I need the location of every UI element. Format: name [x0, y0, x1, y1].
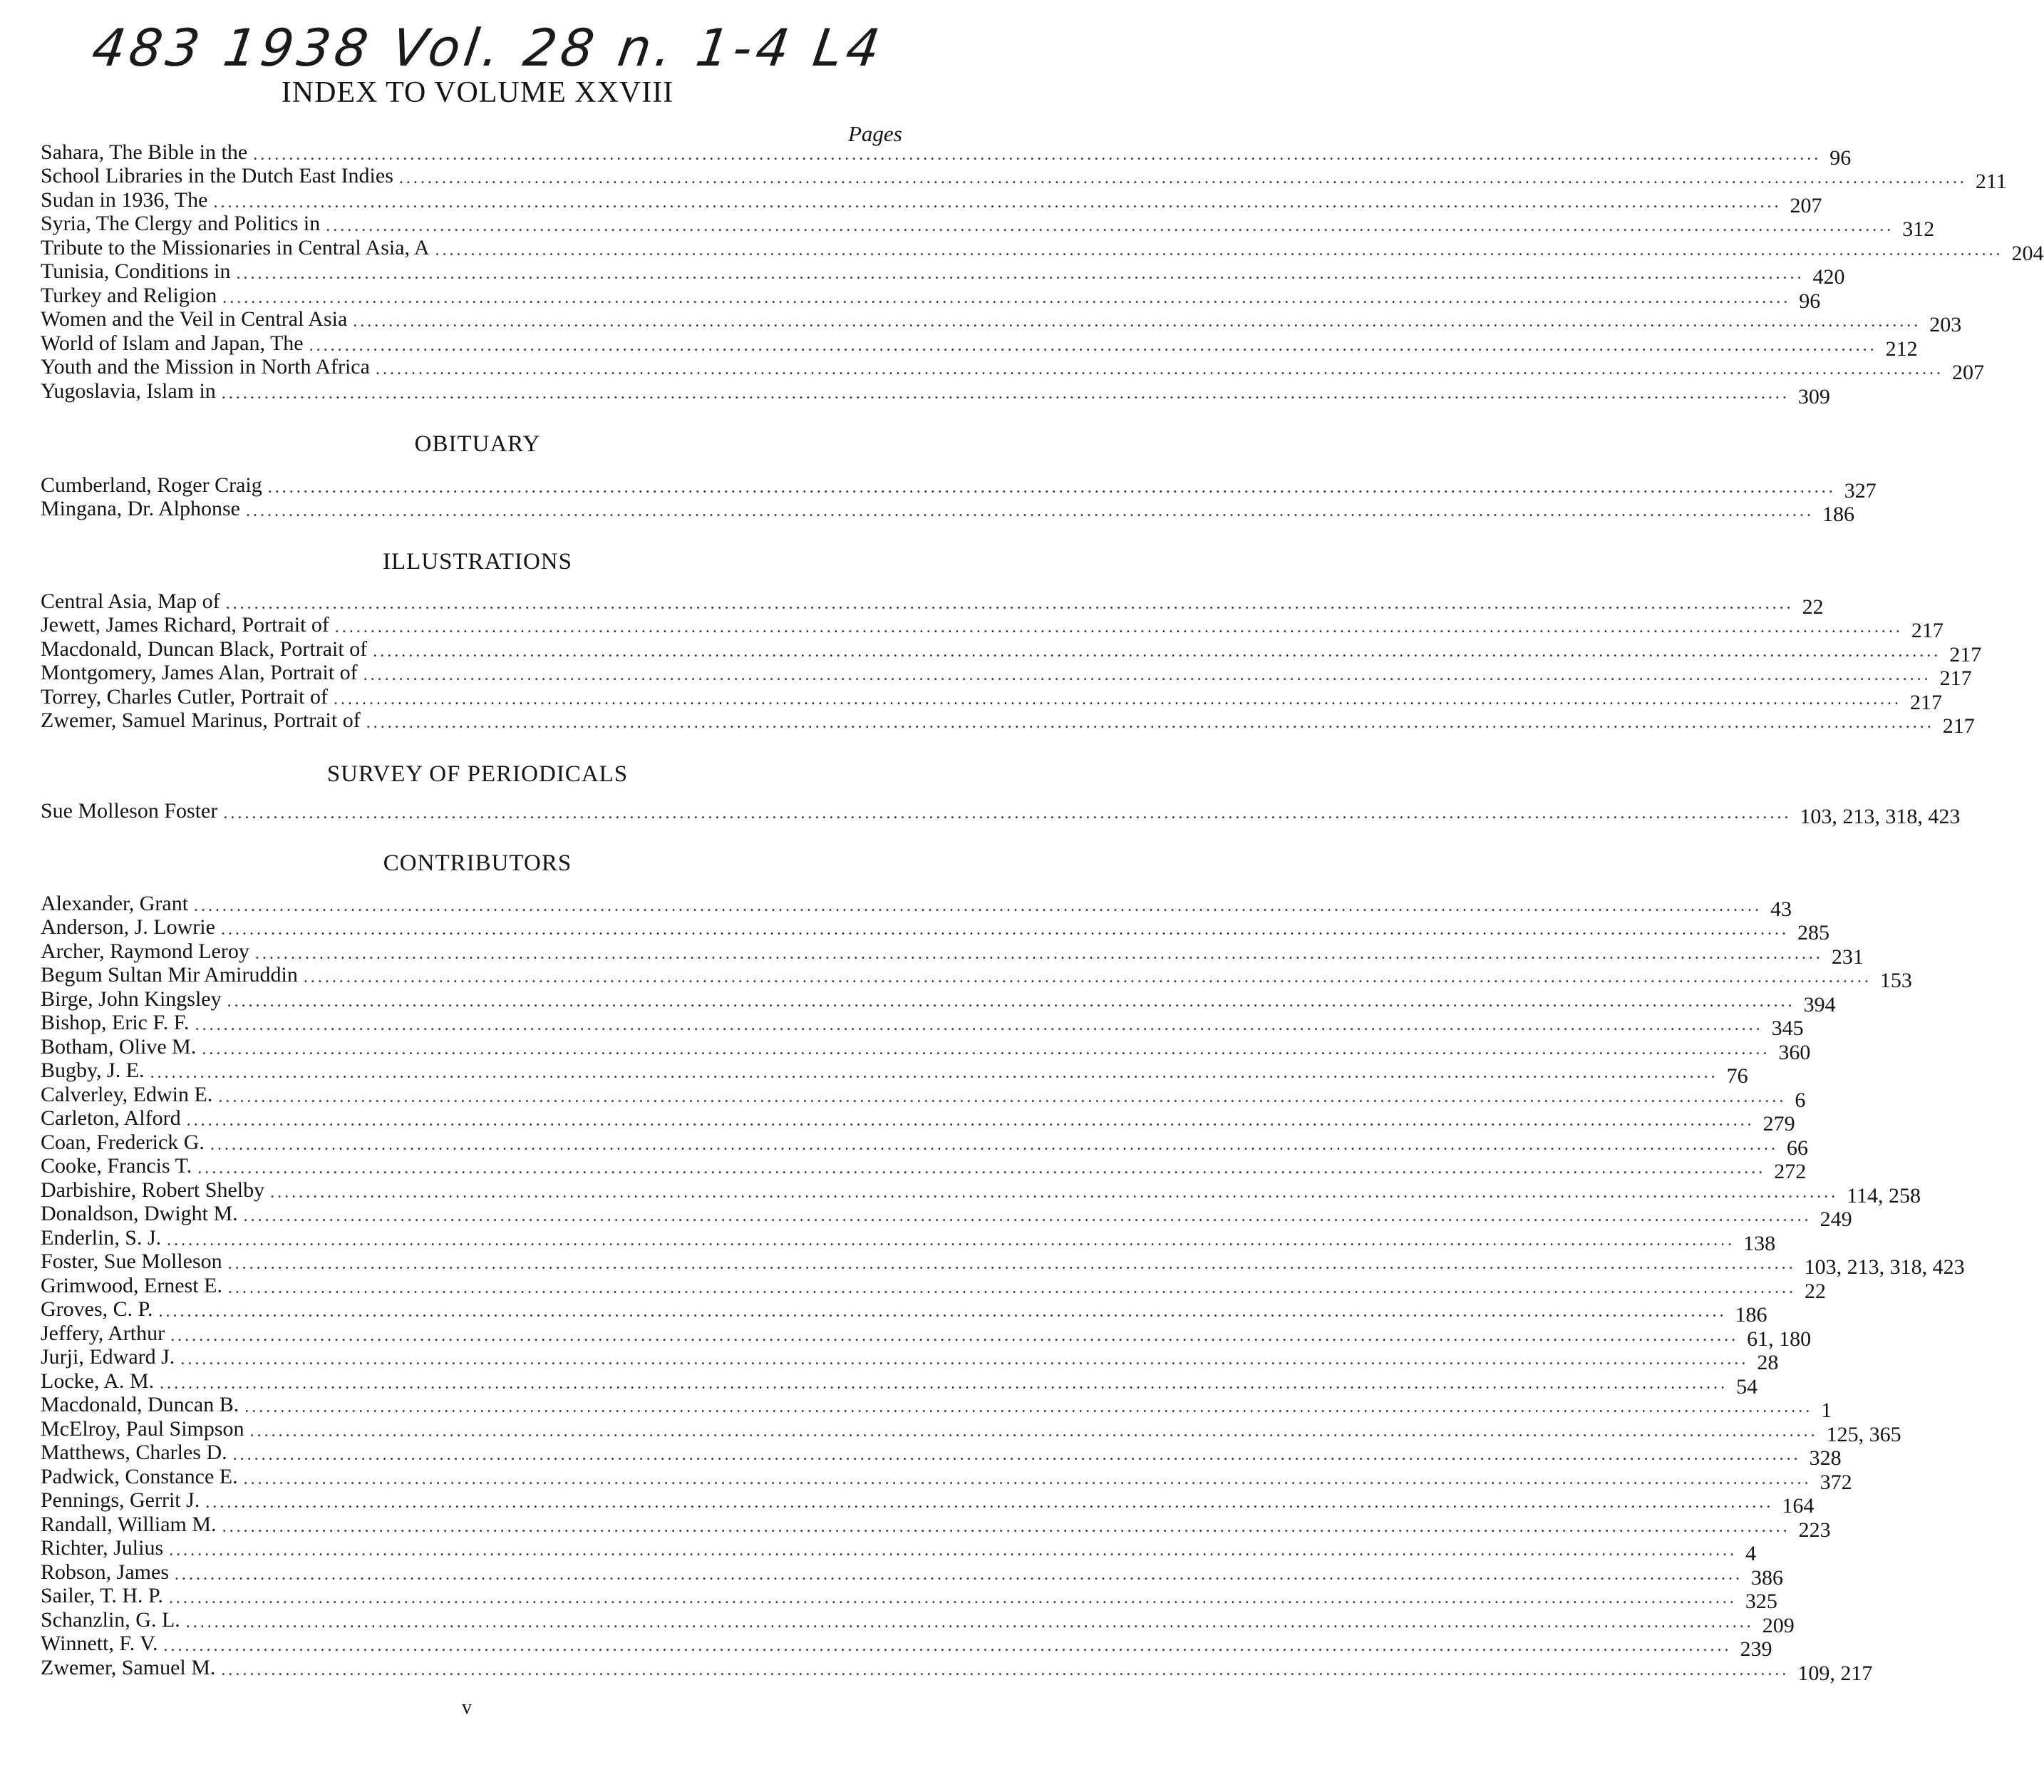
illustrations-heading: ILLUSTRATIONS — [383, 549, 572, 575]
entry-label: Archer, Raymond Leroy — [41, 939, 249, 963]
dot-leader: ............................................................................................................................................................................................................................ — [227, 1255, 1796, 1273]
entry-label: Tribute to the Missionaries in Central Asia, A — [41, 235, 430, 259]
entry-pages: 327 — [1844, 478, 1877, 503]
entry-pages: 138 — [1743, 1231, 1776, 1255]
index-entry — [41, 589, 1824, 619]
index-entry — [41, 987, 1836, 1016]
entry-pages: 6 — [1795, 1088, 1806, 1112]
dot-leader: ............................................................................................................................................................................................................................ — [309, 336, 1877, 355]
index-entry — [41, 1250, 1965, 1279]
entry-pages: 203 — [1929, 313, 1962, 336]
entry-label: Locke, A. M. — [41, 1369, 155, 1393]
dot-leader: ............................................................................................................................................................................................................................ — [222, 288, 1791, 307]
index-entry — [41, 1655, 1873, 1685]
entry-pages: 186 — [1822, 503, 1854, 526]
entry-pages: 103, 213, 318, 423 — [1800, 804, 1961, 828]
entry-pages: 212 — [1885, 336, 1918, 361]
index-entry — [41, 1584, 1777, 1613]
entry-label: Tunisia, Conditions in — [41, 259, 231, 283]
dot-leader: ............................................................................................................................................................................................................................ — [254, 944, 1823, 963]
entry-pages: 211 — [1975, 170, 2007, 193]
entry-label: Central Asia, Map of — [41, 589, 220, 613]
page-title: INDEX TO VOLUME XXVIII — [281, 76, 674, 109]
index-entry — [41, 1202, 1852, 1231]
entry-label: Anderson, J. Lowrie — [41, 915, 215, 939]
entry-label: Botham, Olive M. — [41, 1034, 197, 1059]
entry-label: Jewett, James Richard, Portrait of — [41, 613, 329, 637]
entry-label: Begum Sultan Mir Amiruddin — [41, 963, 298, 987]
entry-label: Robson, James — [41, 1560, 169, 1584]
dot-leader: ............................................................................................................................................................................................................................ — [267, 478, 1836, 497]
index-entry — [41, 355, 1984, 384]
entry-pages: 360 — [1778, 1040, 1811, 1064]
page-number: v — [462, 1696, 472, 1719]
entry-pages: 96 — [1799, 289, 1821, 313]
contributors-list — [41, 891, 1965, 1685]
entry-label: Calverley, Edwin E. — [41, 1082, 213, 1106]
dot-leader: ............................................................................................................................................................................................................................ — [210, 1135, 1778, 1154]
entry-label: Syria, The Clergy and Politics in — [41, 212, 321, 235]
entry-pages: 217 — [1942, 714, 1975, 738]
entry-pages: 217 — [1949, 642, 1982, 666]
dot-leader: ............................................................................................................................................................................................................................ — [221, 1660, 1790, 1679]
dot-leader: ............................................................................................................................................................................................................................ — [170, 1326, 1739, 1345]
index-entry — [41, 939, 1864, 969]
subject-index-list — [41, 140, 2044, 408]
entry-pages: 272 — [1774, 1160, 1807, 1183]
entry-pages: 54 — [1736, 1374, 1758, 1399]
index-entry — [41, 1225, 1776, 1255]
dot-leader: ............................................................................................................................................................................................................................ — [334, 618, 1903, 637]
entry-pages: 312 — [1902, 217, 1935, 241]
entry-pages: 217 — [1911, 619, 1944, 642]
dot-leader: ............................................................................................................................................................................................................................ — [435, 240, 2003, 259]
index-entry — [41, 235, 2044, 265]
dot-leader: ............................................................................................................................................................................................................................ — [185, 1612, 1754, 1632]
dot-leader: ............................................................................................................................................................................................................................ — [168, 1589, 1737, 1607]
index-entry — [41, 283, 1821, 313]
dot-leader: ............................................................................................................................................................................................................................ — [249, 1421, 1818, 1441]
index-entry — [41, 915, 1829, 944]
entry-label: Bugby, J. E. — [41, 1059, 145, 1082]
dot-leader: ............................................................................................................................................................................................................................ — [398, 169, 1967, 187]
dot-leader: ............................................................................................................................................................................................................................ — [270, 1183, 1839, 1202]
entry-pages: 4 — [1745, 1542, 1757, 1565]
entry-label: Torrey, Charles Cutler, Portrait of — [41, 684, 328, 709]
dot-leader: ............................................................................................................................................................................................................................ — [186, 1111, 1755, 1130]
dot-leader: ............................................................................................................................................................................................................................ — [222, 1517, 1790, 1536]
entry-pages: 66 — [1786, 1136, 1808, 1160]
entry-label: Bishop, Eric F. F. — [41, 1011, 190, 1034]
dot-leader: ............................................................................................................................................................................................................................ — [221, 383, 1790, 403]
entry-label: Macdonald, Duncan Black, Portrait of — [41, 637, 368, 661]
entry-pages: 76 — [1726, 1064, 1748, 1088]
entry-label: School Libraries in the Dutch East Indies — [41, 164, 393, 187]
entry-label: Jurji, Edward J. — [41, 1345, 175, 1369]
pages-column-heading: Pages — [848, 121, 902, 146]
entry-pages: 103, 213, 318, 423 — [1804, 1255, 1965, 1279]
entry-pages: 217 — [1939, 666, 1972, 690]
entry-label: Cooke, Francis T. — [41, 1154, 192, 1178]
dot-leader: ............................................................................................................................................................................................................................ — [236, 264, 1805, 283]
dot-leader: ............................................................................................................................................................................................................................ — [160, 1374, 1728, 1393]
entry-pages: 372 — [1820, 1470, 1852, 1494]
entry-pages: 239 — [1740, 1637, 1772, 1661]
dot-leader: ............................................................................................................................................................................................................................ — [150, 1064, 1718, 1082]
dot-leader: ............................................................................................................................................................................................................................ — [243, 1207, 1812, 1225]
index-entry — [41, 1059, 1748, 1088]
entry-pages: 420 — [1812, 265, 1845, 289]
index-entry — [41, 637, 1982, 666]
dot-leader: ............................................................................................................................................................................................................................ — [333, 689, 1901, 709]
entry-label: Randall, William M. — [41, 1512, 217, 1536]
dot-leader: ............................................................................................................................................................................................................................ — [197, 1159, 1766, 1178]
obituary-list — [41, 473, 1877, 526]
entry-pages: 345 — [1771, 1016, 1804, 1040]
index-entry — [41, 497, 1854, 526]
dot-leader: ............................................................................................................................................................................................................................ — [169, 1541, 1738, 1560]
index-entry — [41, 661, 1972, 690]
entry-pages: 96 — [1829, 145, 1852, 170]
index-entry — [41, 1130, 1808, 1160]
dot-leader: ............................................................................................................................................................................................................................ — [373, 642, 1941, 661]
entry-pages: 394 — [1803, 992, 1836, 1016]
dot-leader: ............................................................................................................................................................................................................................ — [220, 920, 1789, 939]
index-entry — [41, 1297, 1767, 1327]
periodicals-list — [41, 798, 1961, 828]
index-entry — [41, 1632, 1772, 1661]
dot-leader: ............................................................................................................................................................................................................................ — [363, 666, 1931, 684]
index-entry — [41, 212, 1935, 241]
entry-label: Matthews, Charles D. — [41, 1441, 227, 1464]
entry-label: Carleton, Alford — [41, 1106, 181, 1130]
index-entry — [41, 1106, 1795, 1136]
index-entry — [41, 379, 1830, 408]
entry-label: Coan, Frederick G. — [41, 1130, 205, 1154]
index-entry — [41, 1369, 1758, 1399]
entry-pages: 386 — [1751, 1565, 1783, 1590]
dot-leader: ............................................................................................................................................................................................................................ — [244, 1398, 1813, 1416]
periodicals-heading: SURVEY OF PERIODICALS — [326, 761, 629, 787]
index-entry — [41, 1178, 1921, 1207]
dot-leader: ............................................................................................................................................................................................................................ — [245, 502, 1814, 520]
index-entry — [41, 1034, 1811, 1064]
entry-pages: 164 — [1782, 1494, 1815, 1518]
dot-leader: ............................................................................................................................................................................................................................ — [366, 714, 1934, 732]
dot-leader: ............................................................................................................................................................................................................................ — [243, 1469, 1812, 1488]
entry-pages: 231 — [1831, 944, 1864, 969]
dot-leader: ............................................................................................................................................................................................................................ — [303, 968, 1872, 987]
dot-leader: ............................................................................................................................................................................................................................ — [158, 1302, 1727, 1321]
entry-label: Macdonald, Duncan B. — [41, 1393, 239, 1416]
entry-label: Cumberland, Roger Craig — [41, 473, 262, 497]
entry-label: Groves, C. P. — [41, 1297, 153, 1321]
dot-leader: ............................................................................................................................................................................................................................ — [180, 1350, 1749, 1369]
index-entry — [41, 307, 1962, 336]
entry-label: Yugoslavia, Islam in — [41, 379, 216, 403]
index-entry — [41, 1393, 1832, 1422]
entry-pages: 325 — [1745, 1590, 1777, 1613]
entry-label: Winnett, F. V. — [41, 1632, 158, 1655]
index-entry — [41, 1607, 1795, 1637]
index-entry — [41, 1345, 1779, 1374]
index-entry — [41, 1488, 1815, 1518]
dot-leader: ............................................................................................................................................................................................................................ — [353, 312, 1921, 331]
index-entry — [41, 1416, 1901, 1446]
index-entry — [41, 963, 1912, 992]
contributors-heading: CONTRIBUTORS — [383, 850, 572, 876]
dot-leader: ............................................................................................................................................................................................................................ — [375, 360, 1944, 379]
entry-label: McElroy, Paul Simpson — [41, 1416, 244, 1441]
index-entry — [41, 140, 1852, 170]
entry-label: Birge, John Kingsley — [41, 987, 222, 1011]
index-entry — [41, 473, 1877, 503]
dot-leader: ............................................................................................................................................................................................................................ — [225, 594, 1794, 613]
entry-label: Mingana, Dr. Alphonse — [41, 497, 240, 520]
entry-label: Women and the Veil in Central Asia — [41, 307, 348, 331]
entry-label: Jeffery, Arthur — [41, 1321, 165, 1345]
entry-label: Richter, Julius — [41, 1536, 164, 1560]
index-entry — [41, 1441, 1842, 1470]
entry-pages: 28 — [1757, 1351, 1779, 1374]
entry-label: Sailer, T. H. P. — [41, 1584, 163, 1607]
entry-label: Padwick, Constance E. — [41, 1464, 238, 1488]
index-entry — [41, 709, 1975, 738]
index-entry — [41, 187, 1822, 217]
index-entry — [41, 1536, 1757, 1565]
index-entry — [41, 1273, 1826, 1303]
index-entry — [41, 1082, 1806, 1112]
entry-pages: 217 — [1909, 690, 1942, 714]
entry-pages: 279 — [1762, 1112, 1795, 1136]
dot-leader: ............................................................................................................................................................................................................................ — [167, 1230, 1735, 1250]
index-entry — [41, 1011, 1804, 1040]
index-entry — [41, 891, 1792, 921]
entry-pages: 204 — [2011, 241, 2044, 265]
entry-label: Pennings, Gerrit J. — [41, 1488, 200, 1512]
dot-leader: ............................................................................................................................................................................................................................ — [163, 1637, 1732, 1655]
entry-pages: 153 — [1879, 969, 1912, 992]
dot-leader: ............................................................................................................................................................................................................................ — [232, 1446, 1801, 1464]
obituary-heading: OBITUARY — [414, 431, 541, 457]
index-entry — [41, 164, 2007, 193]
entry-label: Darbishire, Robert Shelby — [41, 1178, 265, 1202]
entry-pages: 125, 365 — [1826, 1422, 1901, 1446]
dot-leader: ............................................................................................................................................................................................................................ — [195, 1016, 1763, 1034]
entry-pages: 207 — [1790, 193, 1822, 217]
entry-label: Grimwood, Ernest E. — [41, 1273, 222, 1297]
dot-leader: ............................................................................................................................................................................................................................ — [194, 896, 1762, 915]
index-entry — [41, 1321, 1812, 1351]
entry-label: Sue Molleson Foster — [41, 798, 218, 823]
dot-leader: ............................................................................................................................................................................................................................ — [227, 992, 1795, 1011]
dot-leader: ............................................................................................................................................................................................................................ — [175, 1565, 1743, 1584]
entry-pages: 61, 180 — [1747, 1327, 1812, 1351]
illustrations-list — [41, 589, 1982, 738]
dot-leader: ............................................................................................................................................................................................................................ — [223, 803, 1792, 823]
entry-pages: 309 — [1797, 384, 1830, 408]
entry-pages: 22 — [1802, 594, 1824, 619]
entry-pages: 249 — [1820, 1207, 1852, 1231]
entry-label: Donaldson, Dwight M. — [41, 1202, 238, 1225]
index-entry — [41, 684, 1942, 714]
entry-label: Schanzlin, G. L. — [41, 1607, 180, 1632]
handwritten-call-number: 483 1938 Vol. 28 n. 1-4 L4 — [88, 18, 888, 78]
dot-leader: ............................................................................................................................................................................................................................ — [253, 145, 1822, 164]
index-entry — [41, 331, 1918, 361]
entry-label: Montgomery, James Alan, Portrait of — [41, 661, 358, 684]
dot-leader: ............................................................................................................................................................................................................................ — [218, 1087, 1787, 1106]
entry-pages: 285 — [1797, 921, 1829, 944]
index-entry — [41, 1464, 1852, 1494]
index-entry — [41, 613, 1944, 642]
entry-label: Youth and the Mission in North Africa — [41, 355, 370, 379]
entry-label: World of Islam and Japan, The — [41, 331, 304, 355]
dot-leader: ............................................................................................................................................................................................................................ — [227, 1278, 1796, 1297]
dot-leader: ............................................................................................................................................................................................................................ — [205, 1493, 1774, 1512]
entry-pages: 1 — [1821, 1399, 1832, 1422]
entry-label: Foster, Sue Molleson — [41, 1250, 222, 1273]
index-entry — [41, 1512, 1831, 1542]
entry-label: Turkey and Religion — [41, 283, 217, 307]
dot-leader: ............................................................................................................................................................................................................................ — [213, 192, 1782, 212]
entry-pages: 207 — [1951, 361, 1984, 384]
entry-label: Sahara, The Bible in the — [41, 140, 248, 164]
entry-label: Zwemer, Samuel Marinus, Portrait of — [41, 709, 361, 732]
index-entry — [41, 1560, 1783, 1590]
entry-label: Enderlin, S. J. — [41, 1225, 162, 1250]
entry-label: Sudan in 1936, The — [41, 187, 208, 212]
dot-leader: ............................................................................................................................................................................................................................ — [326, 217, 1894, 235]
entry-pages: 109, 217 — [1797, 1661, 1873, 1685]
entry-pages: 223 — [1798, 1518, 1831, 1542]
dot-leader: ............................................................................................................................................................................................................................ — [202, 1039, 1770, 1059]
entry-pages: 22 — [1804, 1279, 1826, 1303]
index-entry — [41, 798, 1961, 828]
entry-pages: 209 — [1762, 1613, 1795, 1637]
entry-label: Alexander, Grant — [41, 891, 189, 915]
entry-pages: 186 — [1735, 1303, 1767, 1327]
index-entry — [41, 259, 1845, 289]
entry-pages: 328 — [1809, 1446, 1842, 1470]
entry-label: Zwemer, Samuel M. — [41, 1655, 216, 1679]
entry-pages: 114, 258 — [1847, 1183, 1921, 1207]
entry-pages: 43 — [1770, 897, 1792, 921]
index-entry — [41, 1154, 1807, 1183]
